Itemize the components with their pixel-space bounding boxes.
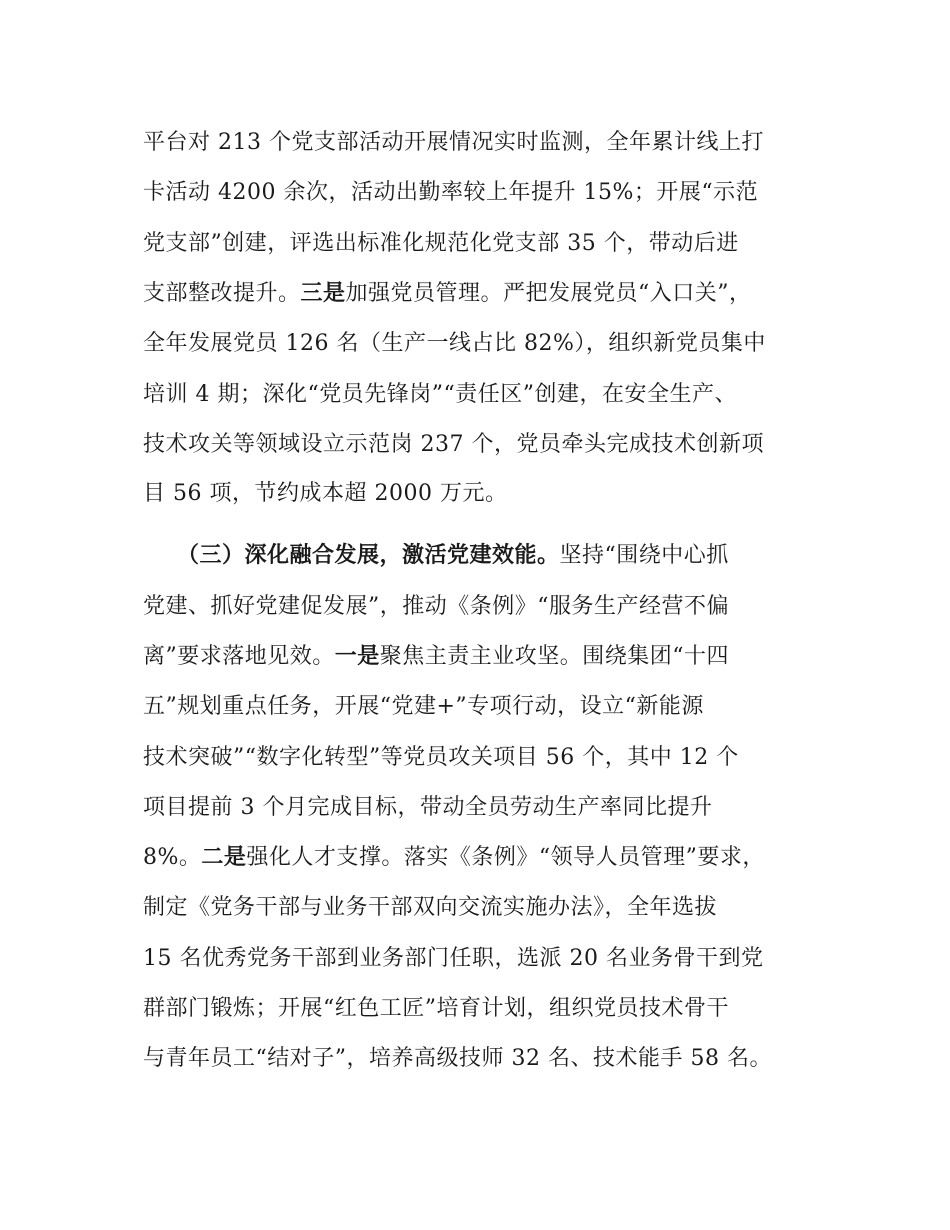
- para1-line-6: 培训 4 期；深化“党员先锋岗”“责任区”创建，在安全生产、: [143, 382, 737, 407]
- para2-line-3-bold-marker: 一是: [334, 644, 380, 669]
- para2-line-3-text-b: 聚焦主责主业攻坚。围绕集团“十四: [379, 644, 730, 669]
- para2-line-7-bold-marker: 二是: [201, 845, 247, 870]
- para2-line-7-text-a: 8%。: [143, 845, 202, 870]
- para2-line-1-text: 坚持“围绕中心抓: [559, 543, 729, 568]
- para1-line-1: 平台对 213 个党支部活动开展情况实时监测，全年累计线上打: [143, 130, 764, 155]
- para1-line-5: 全年发展党员 126 名（生产一线占比 82%），组织新党员集中: [143, 331, 766, 356]
- para2-line-5: 技术突破”“数字化转型”等党员攻关项目 56 个，其中 12 个: [143, 745, 739, 770]
- para2-line-9: 15 名优秀党务干部到业务部门任职，选派 20 名业务骨干到党: [143, 946, 764, 971]
- para2-line-7-text-b: 强化人才支撑。落实《条例》“领导人员管理”要求，: [246, 845, 765, 870]
- para1-line-7: 技术攻关等领域设立示范岗 237 个，党员牵头完成技术创新项: [143, 432, 764, 457]
- para2-line-8: 制定《党务干部与业务干部双向交流实施办法》，全年选拔: [143, 895, 718, 920]
- para2-line-2: 党建、抓好党建促发展”，推动《条例》“服务生产经营不偏: [143, 594, 729, 619]
- para2-line-11: 与青年员工“结对子”，培养高级技师 32 名、技术能手 58 名。: [143, 1046, 772, 1071]
- para1-line-4-bold-marker: 三是: [300, 281, 346, 306]
- section-heading-3: （三）深化融合发展，激活党建效能。: [143, 543, 560, 568]
- para1-line-3: 党支部”创建，评选出标准化规范化党支部 35 个，带动后进: [143, 231, 739, 256]
- para1-line-2: 卡活动 4200 余次，活动出勤率较上年提升 15%；开展“示范: [143, 180, 759, 205]
- para2-line-3: [143, 642, 729, 672]
- para1-line-4-text-b: 加强党员管理。严把发展党员“入口关”，: [345, 281, 752, 306]
- para1-line-4-text-a: 支部整改提升。: [143, 281, 301, 306]
- para2-line-6: 项目提前 3 个月完成目标，带动全员劳动生产率同比提升: [143, 795, 713, 820]
- para2-line-1: [143, 541, 729, 571]
- para2-line-10: 群部门锻炼；开展“红色工匠”培育计划，组织党员技术骨干: [143, 996, 729, 1021]
- para1-line-8: 目 56 项，节约成本超 2000 万元。: [143, 481, 508, 506]
- para1-line-4: [143, 279, 752, 309]
- para2-line-3-text-a: 离”要求落地见效。: [143, 644, 335, 669]
- para2-line-7: [143, 843, 765, 873]
- para2-line-4: 五”规划重点任务，开展“党建+”专项行动，设立“新能源: [143, 694, 704, 719]
